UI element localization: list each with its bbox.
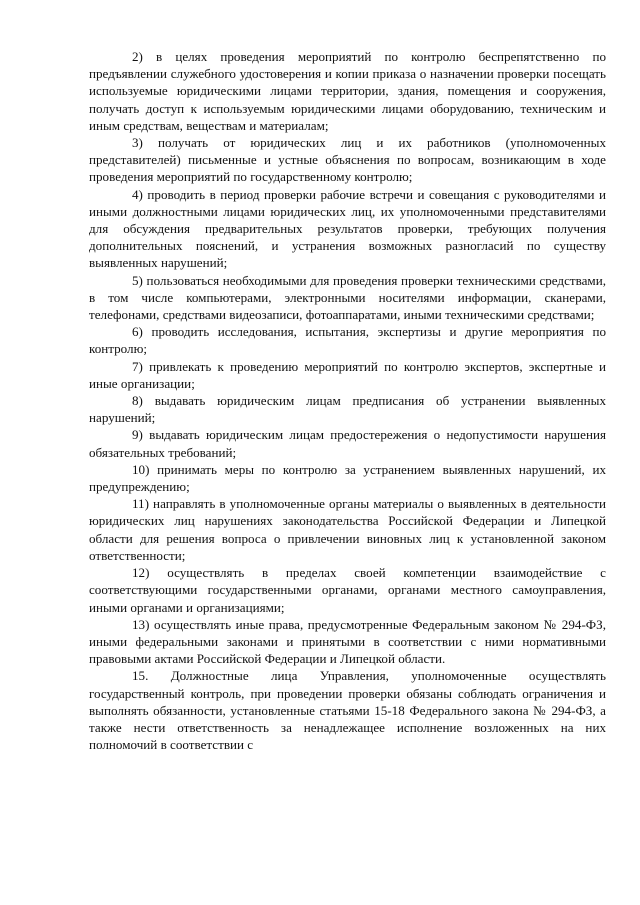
paragraph-item-5: 5) пользоваться необходимыми для проведения проверки техническими средствами, в том числе компьютерами, электронными носителями информации, сканерами, телефонами, средствами видеозаписи, фотоаппаратами, иными техническими средствами;	[89, 272, 606, 323]
paragraph-item-11: 11) направлять в уполномоченные органы материалы о выявленных в деятельности юридических лиц нарушениях законодательства Российской Федерации и Липецкой области для решения вопроса о привлечении виновных лиц к установленной законом ответственности;	[89, 496, 606, 563]
paragraph-item-4: 4) проводить в период проверки рабочие встречи и совещания с руководителями и иными должностными лицами юридических лиц, их уполномоченными представителями для обсуждения предварительных результатов проверки, требующих получения дополнительных пояснений, и устранения возможных разногласий по существу выявленных нарушений;	[89, 186, 606, 271]
paragraph-item-12: 12) осуществлять в пределах своей компетенции взаимодействие с соответствующими государственными органами, органами местного самоуправления, иными органами и организациями;	[89, 565, 606, 615]
paragraph-item-2: 2) в целях проведения мероприятий по контролю беспрепятственно по предъявлении служебного удостоверения и копии приказа о назначении проверки посещать используемые юридическими лицами территории, здания, помещения и сооружения, получать доступ к используемым юридическими лицами оборудованию, техническим и иным средствам, веществам и материалам;	[89, 49, 606, 133]
paragraph-item-10: 10) принимать меры по контролю за устранением выявленных нарушений, их предупреждению;	[89, 461, 606, 495]
paragraph-item-9: 9) выдавать юридическим лицам предостережения о недопустимости нарушения обязательных требований;	[89, 427, 606, 460]
paragraph-item-3: 3) получать от юридических лиц и их работников (уполномоченных представителей) письменные и устные объяснения по вопросам, возникающим в ходе проведения мероприятий по государственному контролю;	[89, 135, 606, 185]
paragraph-item-7: 7) привлекать к проведению мероприятий по контролю экспертов, экспертные и иные организации;	[89, 358, 606, 391]
paragraph-item-8: 8) выдавать юридическим лицам предписания об устранении выявленных нарушений;	[89, 393, 606, 426]
paragraph-item-6: 6) проводить исследования, испытания, экспертизы и другие мероприятия по контролю;	[89, 324, 606, 357]
document-body	[89, 48, 606, 753]
paragraph-section-15: 15. Должностные лица Управления, уполномоченные осуществлять государственный контроль, при проведении проверки обязаны соблюдать ограничения и выполнять обязанности, установленные статьями 15-18 Федерального закона № 294-ФЗ, а также нести ответственность за ненадлежащее исполнение возложенных на них полномочий в соответствии с	[89, 668, 606, 753]
paragraph-item-13: 13) осуществлять иные права, предусмотренные Федеральным законом № 294-ФЗ, иными федеральными законами и принятыми в соответствии с ними нормативными правовыми актами Российской Федерации и Липецкой области.	[89, 616, 606, 667]
